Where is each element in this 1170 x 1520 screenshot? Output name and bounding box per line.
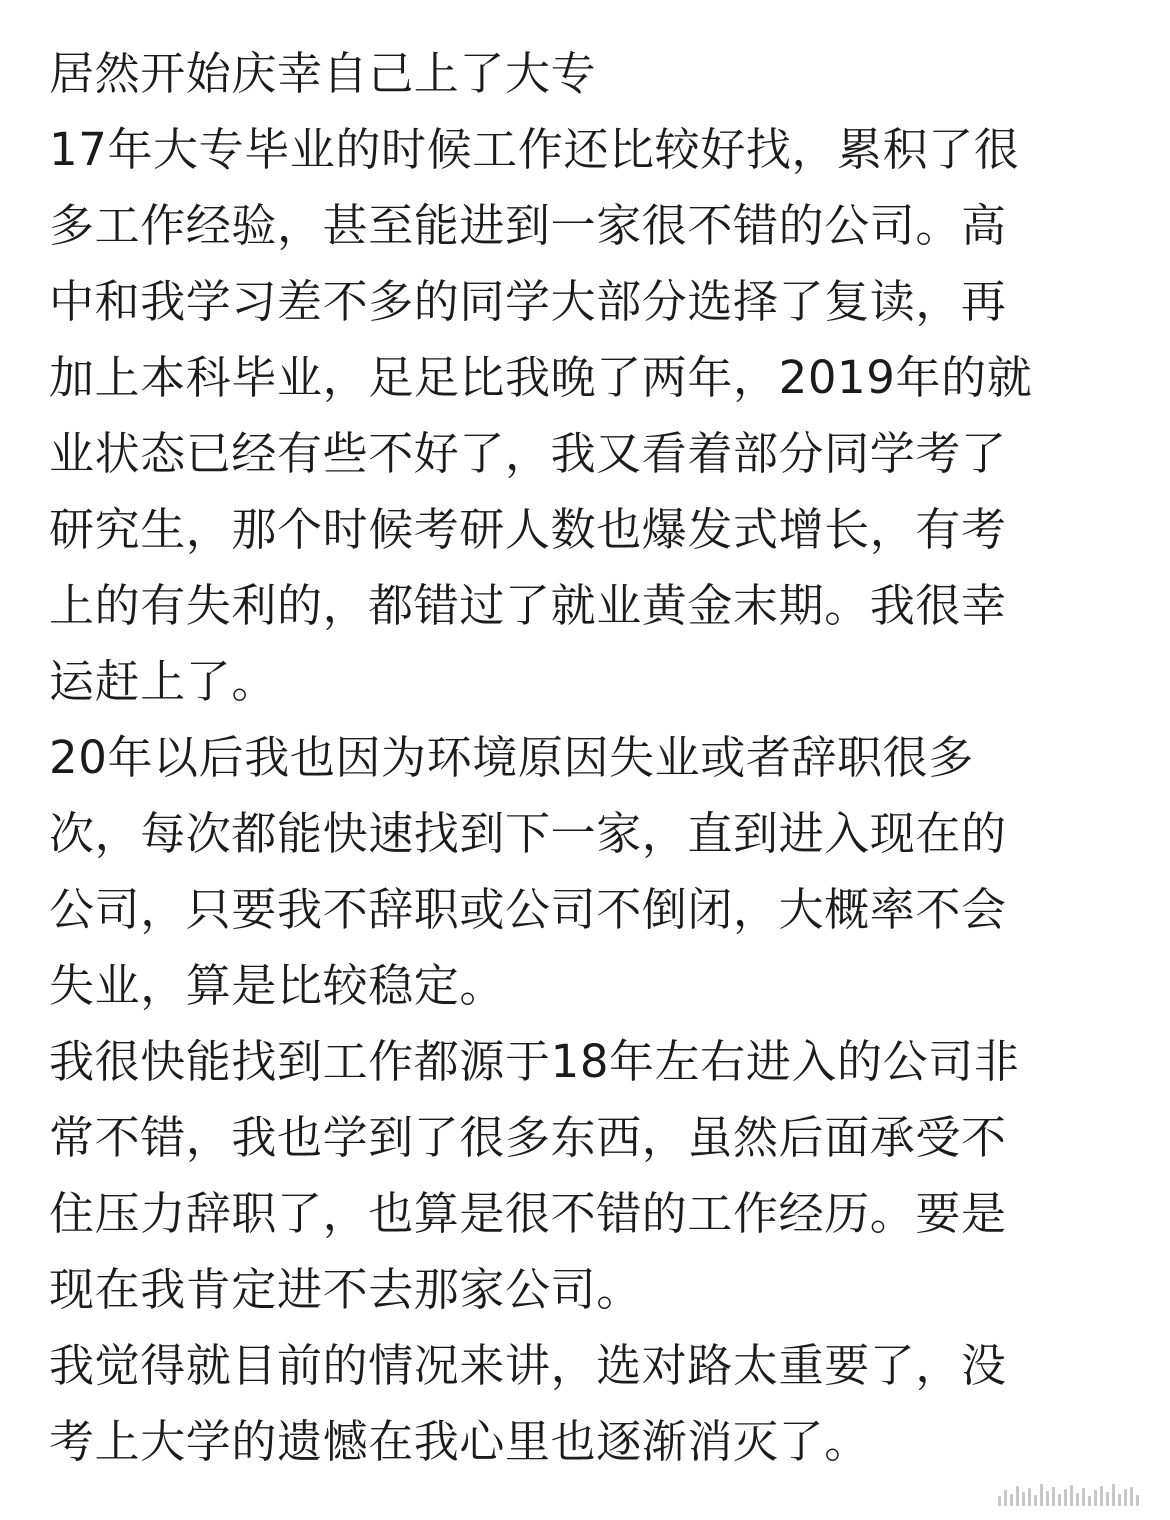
- post-text-line: 住压力辞职了，也算是很不错的工作经历。要是: [49, 1187, 1007, 1240]
- post-text-line: 17年大专毕业的时候工作还比较好找，累积了很: [49, 123, 1020, 176]
- post-text-line: 次，每次都能快速找到下一家，直到进入现在的: [49, 807, 1007, 860]
- post-text-line: 业状态已经有些不好了，我又看着部分同学考了: [49, 427, 1007, 480]
- post-body: [49, 36, 1129, 1480]
- post-title-line: 居然开始庆幸自己上了大专: [49, 47, 597, 100]
- post-text-line: 加上本科毕业，足足比我晚了两年，2019年的就: [49, 351, 1033, 404]
- post-text-line: 中和我学习差不多的同学大部分选择了复读，再: [49, 275, 1007, 328]
- post-text-line: 现在我肯定进不去那家公司。: [49, 1263, 642, 1316]
- post-text-line: 20年以后我也因为环境原因失业或者辞职很多: [49, 731, 974, 784]
- post-text-line: 上的有失利的，都错过了就业黄金末期。我很幸: [49, 579, 1007, 632]
- post-text-line: 失业，算是比较稳定。: [49, 959, 506, 1012]
- barcode-watermark-icon: [998, 1484, 1148, 1506]
- post-text-line: 考上大学的遗憾在我心里也逐渐消灭了。: [49, 1415, 870, 1468]
- post-text-line: 我觉得就目前的情况来讲，选对路太重要了，没: [49, 1339, 1007, 1392]
- post-text-line: 公司，只要我不辞职或公司不倒闭，大概率不会: [49, 883, 1007, 936]
- post-text-line: 运赶上了。: [49, 655, 278, 708]
- post-text-line: 多工作经验，甚至能进到一家很不错的公司。高: [49, 199, 1007, 252]
- post-text-line: 常不错，我也学到了很多东西，虽然后面承受不: [49, 1111, 1007, 1164]
- post-text-line: 研究生，那个时候考研人数也爆发式增长，有考: [49, 503, 1007, 556]
- post-text-line: 我很快能找到工作都源于18年左右进入的公司非: [49, 1035, 1020, 1088]
